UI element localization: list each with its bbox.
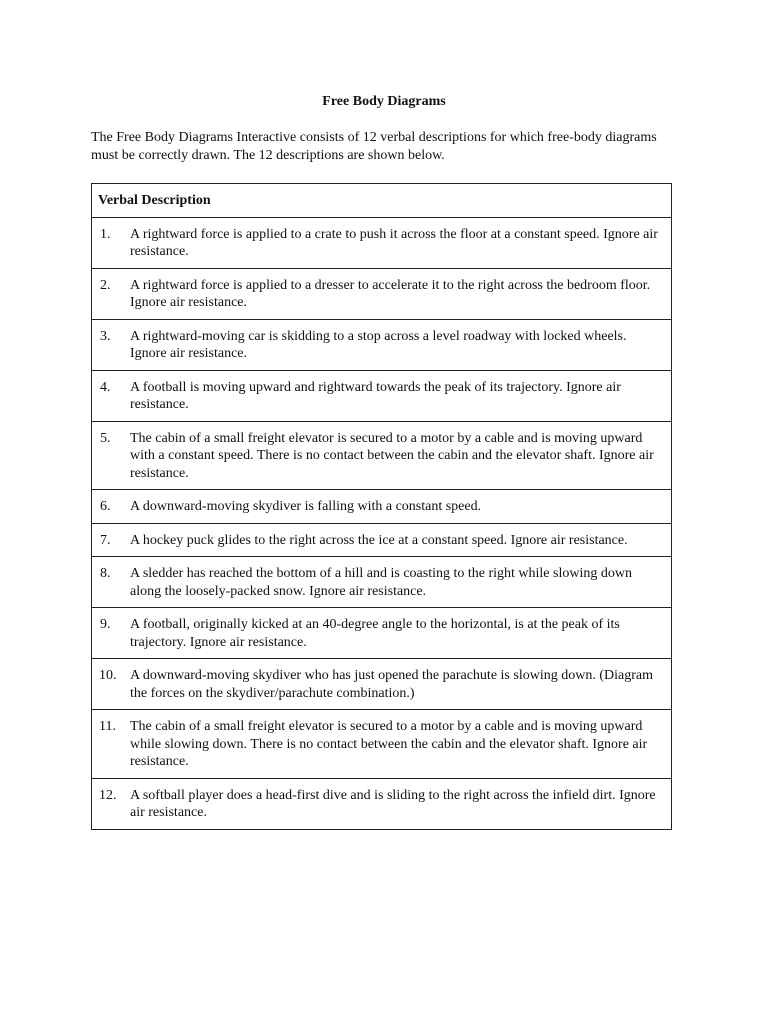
item-number: 7. <box>100 532 111 548</box>
item-number: 8. <box>100 566 111 581</box>
item-description: A football is moving upward and rightward towards the peak of its trajectory. Ignore air resistance. <box>130 379 621 412</box>
table-row <box>92 608 672 659</box>
item-number: 4. <box>100 379 111 395</box>
item-number: 3. <box>100 328 111 344</box>
item-description: A downward-moving skydiver is falling with a constant speed. <box>130 499 482 514</box>
table-row <box>92 557 672 608</box>
table-cell <box>92 370 672 421</box>
item-description: The cabin of a small freight elevator is secured to a motor by a cable and is moving upward while slowing down. There is no contact between the cabin and the elevator shaft. Ignore air resistance. <box>130 719 648 769</box>
table-cell <box>92 490 672 524</box>
table-row <box>92 490 672 524</box>
table-row <box>92 268 672 319</box>
table-cell <box>92 268 672 319</box>
table-row <box>92 217 672 268</box>
item-number: 6. <box>100 499 111 514</box>
table-cell <box>92 557 672 608</box>
item-description: A rightward force is applied to a dresser to accelerate it to the right across the bedroom floor. Ignore air resistance. <box>130 277 651 310</box>
table-cell <box>92 608 672 659</box>
item-description: A hockey puck glides to the right across the ice at a constant speed. Ignore air resistance. <box>130 532 628 548</box>
table-header-row <box>92 184 672 218</box>
table-cell <box>92 217 672 268</box>
item-description: A football, originally kicked at an 40-degree angle to the horizontal, is at the peak of its trajectory. Ignore air resistance. <box>130 617 620 650</box>
table-row <box>92 319 672 370</box>
table-row <box>92 778 672 829</box>
item-description: A sledder has reached the bottom of a hill and is coasting to the right while slowing down along the loosely-packed snow. Ignore air resistance. <box>130 566 632 599</box>
table-cell <box>92 421 672 490</box>
item-number: 10. <box>99 668 117 683</box>
table-row <box>92 370 672 421</box>
item-number: 9. <box>100 617 111 632</box>
table-row <box>92 659 672 710</box>
table-cell <box>92 319 672 370</box>
item-description: A softball player does a head-first dive and is sliding to the right across the infield dirt. Ignore air resistance. <box>130 787 656 820</box>
item-number: 12. <box>99 787 117 803</box>
intro-paragraph: The Free Body Diagrams Interactive consists of 12 verbal descriptions for which free-body diagrams must be correctly drawn. The 12 descriptions are shown below. <box>91 130 657 163</box>
table-row <box>92 421 672 490</box>
item-description: The cabin of a small freight elevator is secured to a motor by a cable and is moving upward with a constant speed. There is no contact between the cabin and the elevator shaft. Ignore air resistance. <box>130 430 654 481</box>
table-row <box>92 523 672 557</box>
table-row <box>92 710 672 779</box>
item-number: 2. <box>100 277 111 293</box>
item-number: 11. <box>99 719 116 734</box>
item-number: 1. <box>100 226 111 242</box>
page-title: Free Body Diagrams <box>322 94 446 109</box>
item-description: A rightward-moving car is skidding to a stop across a level roadway with locked wheels. Ignore air resistance. <box>130 328 627 361</box>
item-description: A rightward force is applied to a crate to push it across the floor at a constant speed. Ignore air resistance. <box>130 226 658 259</box>
verbal-description-table <box>91 183 672 830</box>
item-number: 5. <box>100 430 111 446</box>
item-description: A downward-moving skydiver who has just opened the parachute is slowing down. (Diagram the forces on the skydiver/parachute combination.) <box>130 668 653 701</box>
table-cell <box>92 710 672 779</box>
table-cell <box>92 778 672 829</box>
table-cell <box>92 659 672 710</box>
column-header-verbal-description: Verbal Description <box>92 184 672 218</box>
table-cell <box>92 523 672 557</box>
